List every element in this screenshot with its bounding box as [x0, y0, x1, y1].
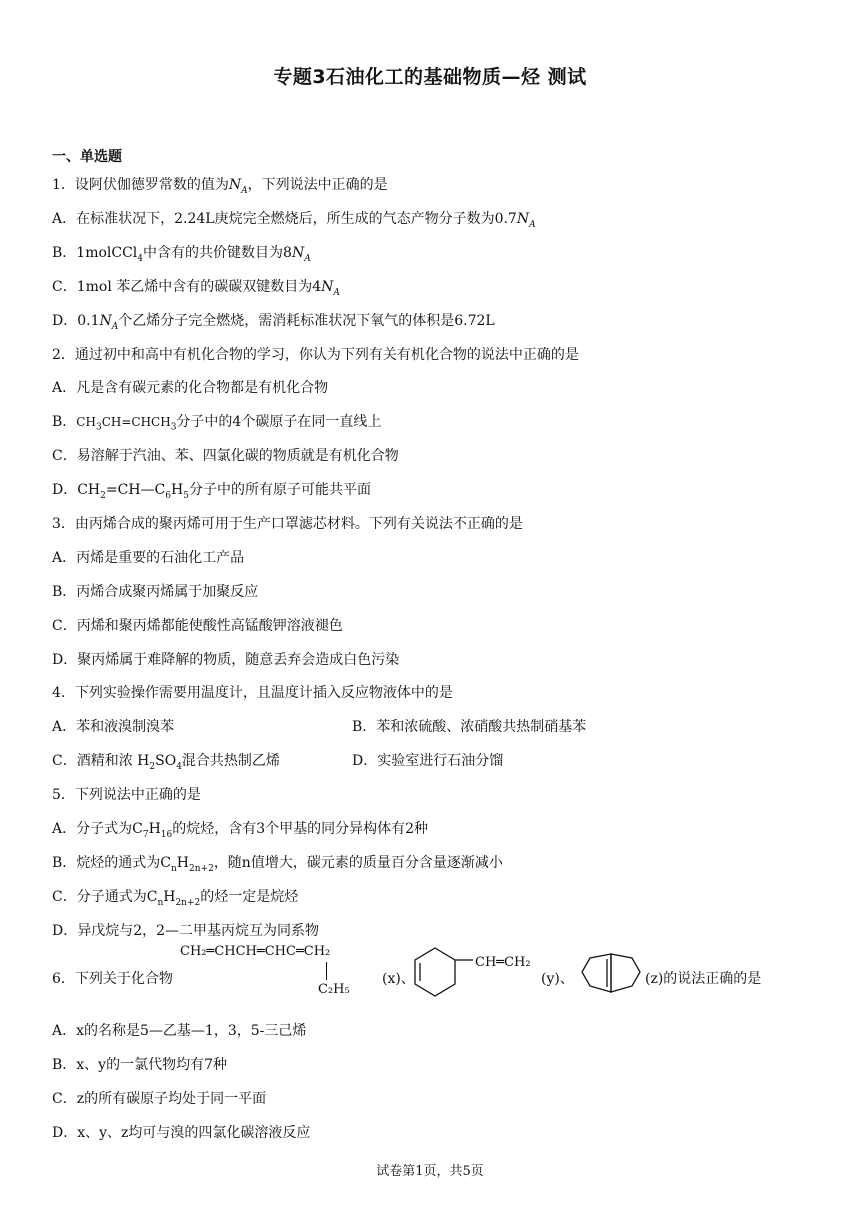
question-1-option-b: B．1molCCl$_4$中含有的共价键数目为$8N_A$: [52, 245, 311, 264]
structure-x-formula: CH₂═CHCH═CHC═CH₂: [180, 944, 331, 959]
structure-y-vinyl: CH═CH₂: [475, 955, 531, 970]
question-6-option-a: A．x的名称是5—乙基—1，3，5-三己烯: [52, 1023, 307, 1039]
section-heading: 一、单选题: [52, 149, 122, 165]
question-6-option-b: B．x、y的一氯代物均有7种: [52, 1057, 227, 1073]
question-4-option-d: D．实验室进行石油分馏: [352, 753, 504, 769]
structure-x-ethyl: C₂H₅: [318, 982, 350, 997]
structure-z-label: (z)的说法正确的是: [645, 971, 762, 987]
question-2-option-b: B．$CH_3CH=CHCH_3$分子中的4个碳原子在同一直线上: [52, 414, 382, 433]
question-4-option-c: C．酒精和浓 $H_2SO_4$混合共热制乙烯: [52, 753, 280, 772]
structure-y-ring: [413, 944, 475, 1000]
question-3-option-b: B．丙烯合成聚丙烯属于加聚反应: [52, 584, 259, 600]
question-3-option-c: C．丙烯和聚丙烯都能使酸性高锰酸钾溶液褪色: [52, 618, 343, 634]
question-1-option-d: D．$0.1N_A$个乙烯分子完全燃烧，需消耗标准状况下氧气的体积是6.72L: [52, 313, 495, 332]
question-2-option-c: C．易溶解于汽油、苯、四氯化碳的物质就是有机化合物: [52, 448, 399, 464]
question-4-stem: 4．下列实验操作需要用温度计，且温度计插入反应物液体中的是: [52, 685, 453, 701]
question-2-option-d: D．$CH_2=CH—C_6H_5$分子中的所有原子可能共平面: [52, 482, 371, 501]
question-4-option-a: A．苯和液溴制溴苯: [52, 719, 175, 735]
question-5-option-d: D．异戊烷与2，2—二甲基丙烷互为同系物: [52, 923, 320, 939]
question-6-option-c: C．z的所有碳原子均处于同一平面: [52, 1091, 267, 1107]
question-6-option-d: D．x、y、z均可与溴的四氯化碳溶液反应: [52, 1125, 311, 1141]
question-5-option-c: C．分子通式为$C_nH_{2n+2}$的烃一定是烷烃: [52, 889, 299, 908]
structure-x-label: (x)、: [382, 971, 415, 987]
structure-x-branch-bond: [326, 962, 327, 980]
structure-z-bicycle: [578, 950, 644, 996]
page-title: 专题3石油化工的基础物质—烃 测试: [273, 66, 587, 88]
question-5-option-b: B．烷烃的通式为$C_nH_{2n+2}$，随n值增大，碳元素的质量百分含量逐渐减小: [52, 855, 503, 874]
question-1-stem: 1．设阿伏伽德罗常数的值为$N_A$，下列说法中正确的是: [52, 177, 388, 196]
question-5-option-a: A．分子式为$C_7H_{16}$的烷烃，含有3个甲基的同分异构体有2种: [52, 821, 429, 840]
question-3-stem: 3．由丙烯合成的聚丙烯可用于生产口罩滤芯材料。下列有关说法不正确的是: [52, 516, 523, 532]
question-2-stem: 2．通过初中和高中有机化合物的学习，你认为下列有关有机化合物的说法中正确的是: [52, 347, 579, 363]
structure-y-label: (y)、: [541, 971, 574, 987]
question-1-option-c: C．1mol 苯乙烯中含有的碳碳双键数目为$4N_A$: [52, 279, 340, 298]
question-2-option-a: A．凡是含有碳元素的化合物都是有机化合物: [52, 380, 329, 396]
question-3-option-a: A．丙烯是重要的石油化工产品: [52, 550, 245, 566]
question-1-option-a: A．在标准状况下，2.24L庚烷完全燃烧后，所生成的气态产物分子数为$0.7N_A$: [52, 211, 536, 230]
question-6-stem: 6．下列关于化合物: [52, 971, 173, 987]
question-4-option-b: B．苯和浓硫酸、浓硝酸共热制硝基苯: [352, 719, 587, 735]
question-3-option-d: D．聚丙烯属于难降解的物质，随意丢弃会造成白色污染: [52, 652, 400, 668]
question-5-stem: 5．下列说法中正确的是: [52, 787, 201, 803]
page-footer: 试卷第1页，共5页: [376, 1164, 484, 1179]
